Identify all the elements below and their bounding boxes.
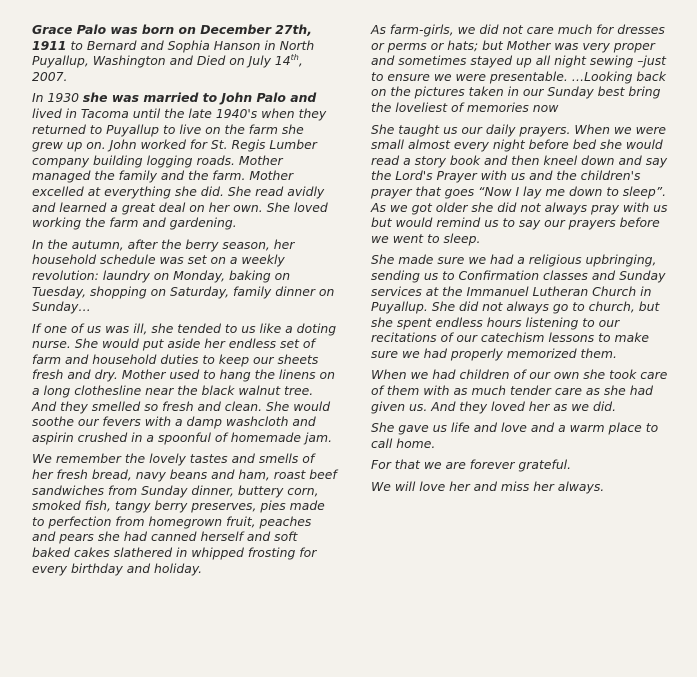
farm-girls-paragraph: As farm-girls, we did not care much for dresses or perms or hats; but Mother was very proper and sometimes stayed up all night sewing –just to ensure we were presentable. …Looking back on the pictures taken in our Sunday best bring the loveliest of memories now [371, 22, 667, 115]
autumn-paragraph: In the autumn, after the berry season, her household schedule was set on a weekly revolution: laundry on Monday, baking on Tuesday, shopping on Saturday, family dinner on Sunday… [32, 236, 335, 315]
marriage-bold: she was married to John Palo and [82, 90, 317, 106]
left-column [32, 22, 338, 582]
illness-paragraph: If one of us was ill, she tended to us like a doting nurse. She would put aside her endless set of farm and household duties to keep our sheets fresh and dry. Mother used to hang the linens on a long clothesline near the black walnut tree. And they smelled so fresh and clean. She would soothe our fevers with a damp washcloth and aspirin crushed in a spoonful of homemade jam. [32, 320, 337, 445]
prayers-paragraph: She taught us our daily prayers. When we were small almost every night before bed she would read a story book and then kneel down and say the Lord's Prayer with us and the children's prayer that goes “Now I lay me down to sleep”. As we got older she did not always pray with us but would remind us to say our prayers before we went to sleep. [371, 121, 668, 246]
home-paragraph: She gave us life and love and a warm place to call home. [371, 420, 659, 451]
birth-text: to Bernard and Sophia Hanson in North Puyallup, Washington and Died on July 14 [32, 37, 315, 69]
birth-paragraph [32, 22, 338, 84]
right-column [371, 22, 677, 501]
birth-text-end: , 2007. [32, 53, 303, 84]
grateful-paragraph: For that we are forever grateful. [371, 457, 572, 473]
marriage-paragraph [32, 90, 338, 230]
children-paragraph: When we had children of our own she took care of them with as much tender care as she had given us. And they loved her as we did. [371, 367, 668, 414]
marriage-text: lived in Tacoma until the late 1940's when they returned to Puyallup to live on the farm she grew up on. John worked for St. Regis Lumber company building logging roads. Mother managed the family and the farm. Mother excelled at everything she did. She read avidly and learned a great deal on her own. She loved working the farm and gardening. [32, 105, 328, 231]
marriage-text-start: In 1930 [32, 90, 83, 106]
religion-paragraph: She made sure we had a religious upbringing, sending us to Confirmation classes and Sunday services at the Immanuel Lutheran Church in Puyallup. She did not always go to church, but she spent endless hours listening to our recitations of our catechism lessons to make sure we had properly memorized them. [371, 252, 666, 361]
farewell-paragraph: We will love her and miss her always. [371, 479, 605, 495]
tastes-paragraph: We remember the lovely tastes and smells of her fresh bread, navy beans and ham, roast beef sandwiches from Sunday dinner, buttery corn, smoked fish, tangy berry preserves, pies made to perfection from homegrown fruit, peaches and pears she had canned herself and soft baked cakes slathered in whipped frosting for every birthday and holiday. [32, 451, 337, 576]
ordinal-suffix: th [290, 53, 299, 63]
birth-name-bold: Grace Palo was born on December 27th, 1911 [32, 22, 312, 53]
